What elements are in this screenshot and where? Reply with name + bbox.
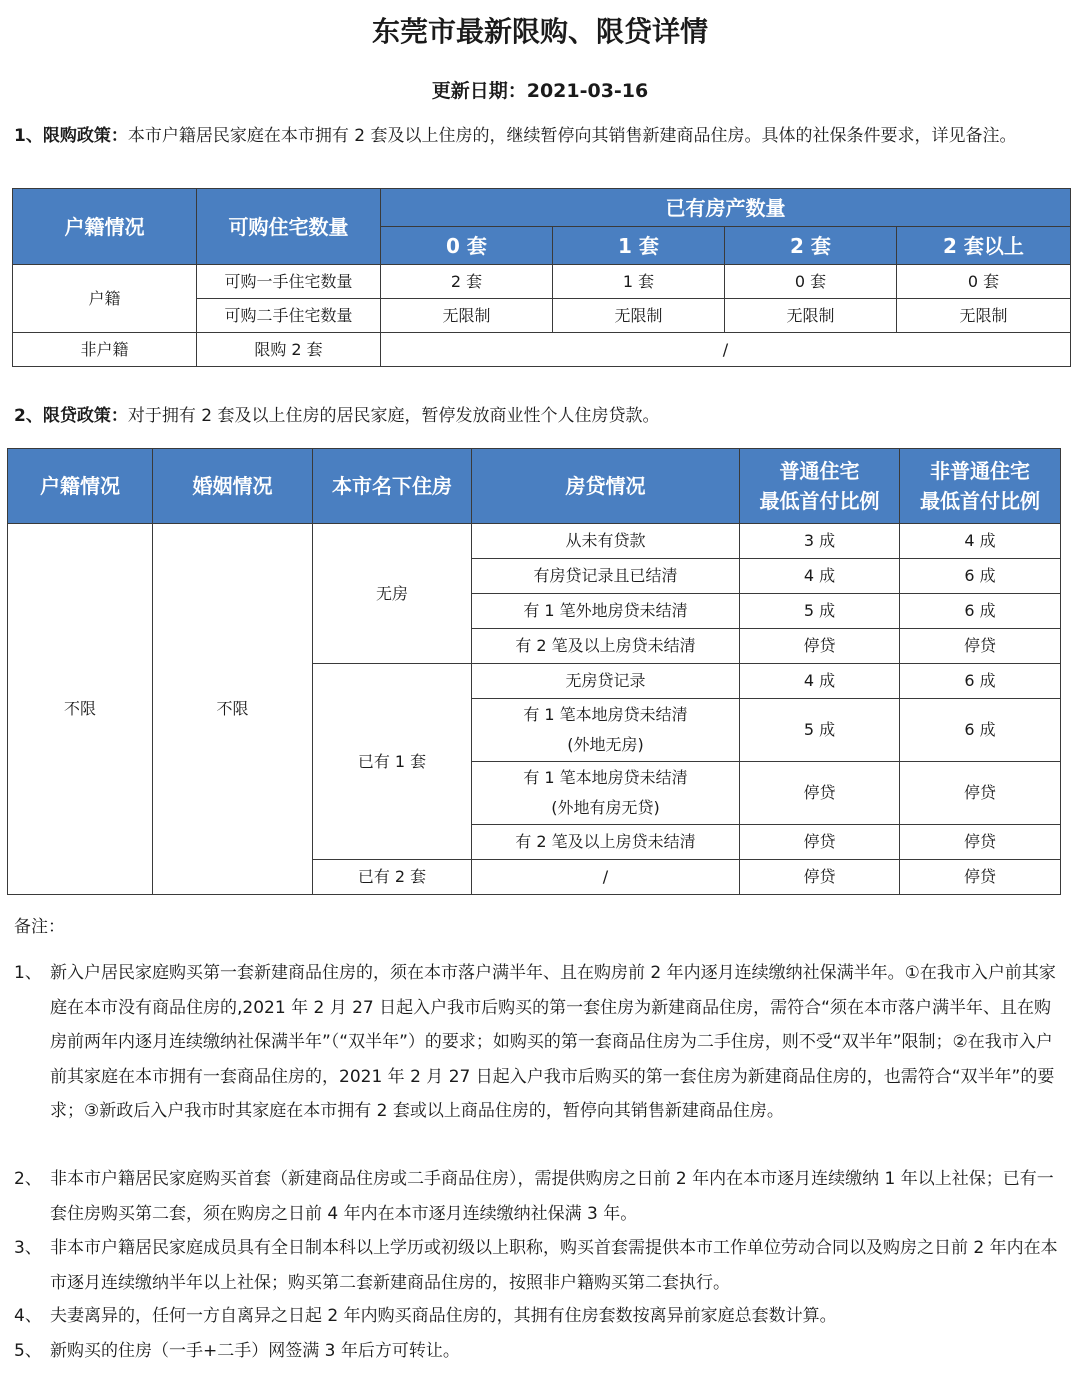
putong-cell: 停贷 [740, 860, 900, 895]
note-text: 非本市户籍居民家庭购买首套（新建商品住房或二手商品住房），需提供购房之日前 2 年内在本市逐月连续缴纳 1 年以上社保；已有一套住房购买第二套，须在购房之日前 4 年内在本市逐月连续缴纳社保满 3 年。 [50, 1169, 1054, 1224]
purchase-policy-label: 1、限购政策： [14, 126, 128, 146]
loan-policy-label: 2、限贷政策： [14, 406, 128, 426]
feihuji-rest-cell: / [381, 333, 1071, 367]
loan-cell: 有 2 笔及以上房贷未结清 [472, 825, 740, 860]
header-yiyou: 已有房产数量 [381, 189, 1071, 227]
purchase-limit-table [12, 188, 1071, 367]
feihuji-limit-cell: 限购 2 套 [197, 333, 381, 367]
yiyou2-cell: 已有 2 套 [313, 860, 472, 895]
feiputong-cell: 停贷 [900, 860, 1061, 895]
second-hand-label: 可购二手住宅数量 [197, 299, 381, 333]
purchase-policy-paragraph [14, 120, 1066, 152]
header-putong-line1: 普通住宅 [779, 459, 860, 483]
table-cell: 无限制 [381, 299, 553, 333]
note-item [14, 956, 1064, 1129]
note-item [14, 1162, 1064, 1231]
loan-cell: 有房贷记录且已结清 [472, 559, 740, 594]
loan-cell: 无房贷记录 [472, 664, 740, 699]
note-item [14, 1334, 1064, 1369]
note-text: 新入户居民家庭购买第一套新建商品住房的，须在本市落户满半年、且在购房前 2 年内逐月连续缴纳社保满半年。①在我市入户前其家庭在本市没有商品住房的,2021 年 2 月 27 日起入户我市后购买的第一套住房为新建商品住房，需符合“须在本市落户满半年、且在购房前两年内逐月连续缴纳社保满半年”（“双半年”）的要求；如购买的第一套商品住房为二手住房，则不受“双半年”限制；②在我市入户前其家庭在本市拥有一套商品住房的，2021 年 2 月 27 日起入户我市后购买的第一套住房为新建商品住房的，也需符合“双半年”的要求；③新政后入户我市时其家庭在本市拥有 2 套或以上商品住房的，暂停向其销售新建商品住房。 [50, 963, 1056, 1121]
loan-cell [472, 762, 740, 825]
update-date: 更新日期：2021-03-16 [431, 80, 649, 102]
first-hand-label: 可购一手住宅数量 [197, 265, 381, 299]
table-cell: 无限制 [553, 299, 725, 333]
header-2-tao: 2 套 [725, 227, 897, 265]
header-1-tao: 1 套 [553, 227, 725, 265]
putong-cell: 4 成 [740, 664, 900, 699]
header-kegou: 可购住宅数量 [197, 189, 381, 265]
header-feiputong-line1: 非普通住宅 [930, 459, 1030, 483]
loan-cell: 有 2 笔及以上房贷未结清 [472, 629, 740, 664]
note-text: 非本市户籍居民家庭成员具有全日制本科以上学历或初级以上职称，购买首套需提供本市工作单位劳动合同以及购房之日前 2 年内在本市逐月连续缴纳半年以上社保；购买第二套新建商品住房的，按照非户籍购买第二套执行。 [50, 1238, 1058, 1293]
feiputong-cell: 停贷 [900, 762, 1061, 825]
loan-line1: 有 1 笔本地房贷未结清 [523, 705, 688, 724]
yiyou1-cell: 已有 1 套 [313, 664, 472, 860]
feiputong-cell: 6 成 [900, 594, 1061, 629]
loan-line2: (外地无房) [567, 735, 644, 754]
header-0-tao: 0 套 [381, 227, 553, 265]
table-cell: 0 套 [725, 265, 897, 299]
header-putong [740, 449, 900, 524]
note-item [14, 1299, 1064, 1334]
wufang-cell: 无房 [313, 524, 472, 664]
table-cell: 无限制 [897, 299, 1071, 333]
feihuji-cell: 非户籍 [13, 333, 197, 367]
header-2-tao-plus: 2 套以上 [897, 227, 1071, 265]
loan-policy-paragraph [14, 400, 1066, 432]
loan-cell: 有 1 笔外地房贷未结清 [472, 594, 740, 629]
feiputong-cell: 停贷 [900, 629, 1061, 664]
note-number: 4、 [14, 1306, 42, 1326]
putong-cell: 5 成 [740, 699, 900, 762]
note-number: 2、 [14, 1169, 42, 1189]
putong-cell: 5 成 [740, 594, 900, 629]
note-number: 3、 [14, 1238, 42, 1258]
header-huji: 户籍情况 [13, 189, 197, 265]
loan-cell: / [472, 860, 740, 895]
hunyin-value-cell: 不限 [153, 524, 313, 895]
notes-label: 备注： [14, 917, 65, 937]
header-huji: 户籍情况 [8, 449, 153, 524]
header-hunyin: 婚姻情况 [153, 449, 313, 524]
header-bendi: 本市名下住房 [313, 449, 472, 524]
feiputong-cell: 6 成 [900, 559, 1061, 594]
note-text: 夫妻离异的，任何一方自离异之日起 2 年内购买商品住房的，其拥有住房套数按离异前家庭总套数计算。 [50, 1306, 837, 1326]
header-feiputong-line2: 最低首付比例 [920, 489, 1040, 513]
note-number: 5、 [14, 1341, 42, 1361]
putong-cell: 4 成 [740, 559, 900, 594]
table-cell: 1 套 [553, 265, 725, 299]
putong-cell: 停贷 [740, 629, 900, 664]
loan-policy-text: 对于拥有 2 套及以上住房的居民家庭，暂停发放商业性个人住房贷款。 [127, 406, 660, 426]
note-text: 新购买的住房（一手+二手）网签满 3 年后方可转让。 [50, 1341, 460, 1361]
table-cell: 2 套 [381, 265, 553, 299]
page-title: 东莞市最新限购、限贷详情 [371, 15, 708, 48]
loan-cell [472, 699, 740, 762]
table-cell: 无限制 [725, 299, 897, 333]
putong-cell: 停贷 [740, 825, 900, 860]
purchase-policy-text: 本市户籍居民家庭在本市拥有 2 套及以上住房的，继续暂停向其销售新建商品住房。具体的社保条件要求，详见备注。 [127, 126, 1017, 146]
loan-cell: 从未有贷款 [472, 524, 740, 559]
header-putong-line2: 最低首付比例 [759, 489, 880, 513]
feiputong-cell: 4 成 [900, 524, 1061, 559]
loan-line2: (外地有房无贷) [551, 798, 660, 817]
feiputong-cell: 停贷 [900, 825, 1061, 860]
loan-limit-table [7, 448, 1061, 895]
feiputong-cell: 6 成 [900, 699, 1061, 762]
note-item [14, 1231, 1064, 1300]
note-number: 1、 [14, 963, 42, 983]
putong-cell: 3 成 [740, 524, 900, 559]
huji-cell: 户籍 [13, 265, 197, 333]
loan-line1: 有 1 笔本地房贷未结清 [523, 768, 688, 787]
table-cell: 0 套 [897, 265, 1071, 299]
putong-cell: 停贷 [740, 762, 900, 825]
huji-value-cell: 不限 [8, 524, 153, 895]
feiputong-cell: 6 成 [900, 664, 1061, 699]
header-fangdai: 房贷情况 [472, 449, 740, 524]
header-feiputong [900, 449, 1061, 524]
